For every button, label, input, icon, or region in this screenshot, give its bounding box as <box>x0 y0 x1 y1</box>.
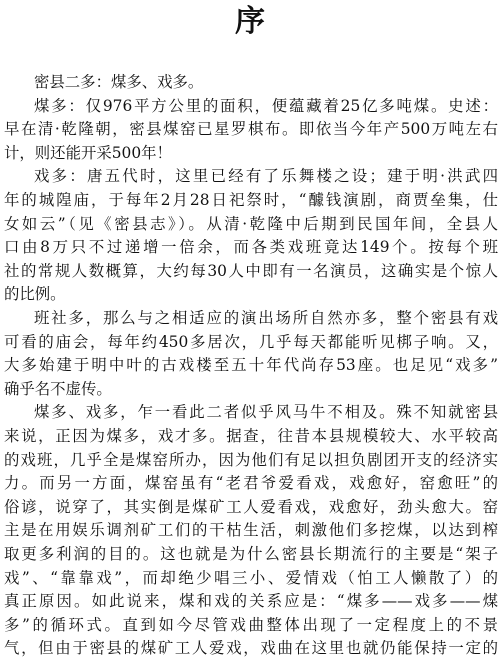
page-title: 序 <box>235 4 267 39</box>
text-line: 女如云”（见《密县志》）。从清·乾隆中后期到民国年间，全县人 <box>4 214 498 233</box>
text-line: 来说，正因为煤多，戏才多。据查，往昔本县规模较大、水平较高 <box>4 427 498 445</box>
text-line: 真正原因。如此说来，煤和戏的关系应是：“煤多——戏多——煤 <box>4 592 498 611</box>
text-line: 气，但由于密县的煤矿工人爱戏，戏曲在这里也就仍能保持一定的 <box>4 639 498 658</box>
text-line: 大多始建于明中叶的古戏楼至五十年代尚存53座。也足见“戏多” <box>4 356 498 375</box>
text-line: 班社多，那么与之相适应的演出场所自然亦多，整个密县有戏 <box>34 309 498 327</box>
text-line: 煤多、戏多，乍一看此二者似乎风马牛不相及。殊不知就密县 <box>34 403 498 422</box>
text-line: 煤多：仅976平方公里的面积，便蕴藏着25亿多吨煤。史述： <box>34 96 498 115</box>
text-line: 戏”、“靠靠戏”，而却绝少唱三小、爱情戏（怕工人懒散了）的 <box>4 568 498 587</box>
text-line: 早在清·乾隆朝，密县煤窑已星罗棋布。即依当今年产500万吨左右 <box>4 120 498 139</box>
text-line: 多”的循环式。直到如今尽管戏曲整体出现了一定程度上的不景 <box>4 615 498 634</box>
text-line: 年的城隍庙，于每年2月28日祀祭时，“醵钱演剧，商贾垒集，仕 <box>4 191 498 209</box>
text-line: 口由8万只不过递增一倍余，而各类戏班竟达149个。按每个班 <box>4 238 498 257</box>
text-line: 的戏班，几乎全是煤窑所办，因为他们有足以担负剧团开支的经济实 <box>4 450 498 469</box>
text-line: 确乎名不虚传。 <box>4 379 112 398</box>
text-line: 主是在用娱乐调剂矿工们的干枯生活，刺激他们多挖煤，以达到榨 <box>4 521 498 540</box>
text-line: 力。而另一方面，煤窑虽有“老君爷爱看戏，戏愈好，窑愈旺”的 <box>4 474 498 493</box>
text-line: 社的常规人数概算，大约每30人中即有一名演员，这确实是个惊人 <box>4 261 498 280</box>
text-line: 密县二多：煤多、戏多。 <box>34 73 204 91</box>
text-line: 可看的庙会，每年约450多居次，几乎每天都能听见梆子响。又， <box>4 332 498 351</box>
text-line: 取更多利润的目的。这也就是为什么密县长期流行的主要是“架子 <box>4 545 498 563</box>
text-line: 计，则还能开采500年！ <box>4 143 172 162</box>
text-line: 戏多：唐五代时，这里已经有了乐舞楼之设；建于明·洪武四 <box>34 167 498 186</box>
text-line: 俗谚，说穿了，其实倒是煤矿工人爱看戏，戏愈好，劲头愈大。窑 <box>4 497 498 516</box>
text-line: 的比例。 <box>4 285 66 304</box>
